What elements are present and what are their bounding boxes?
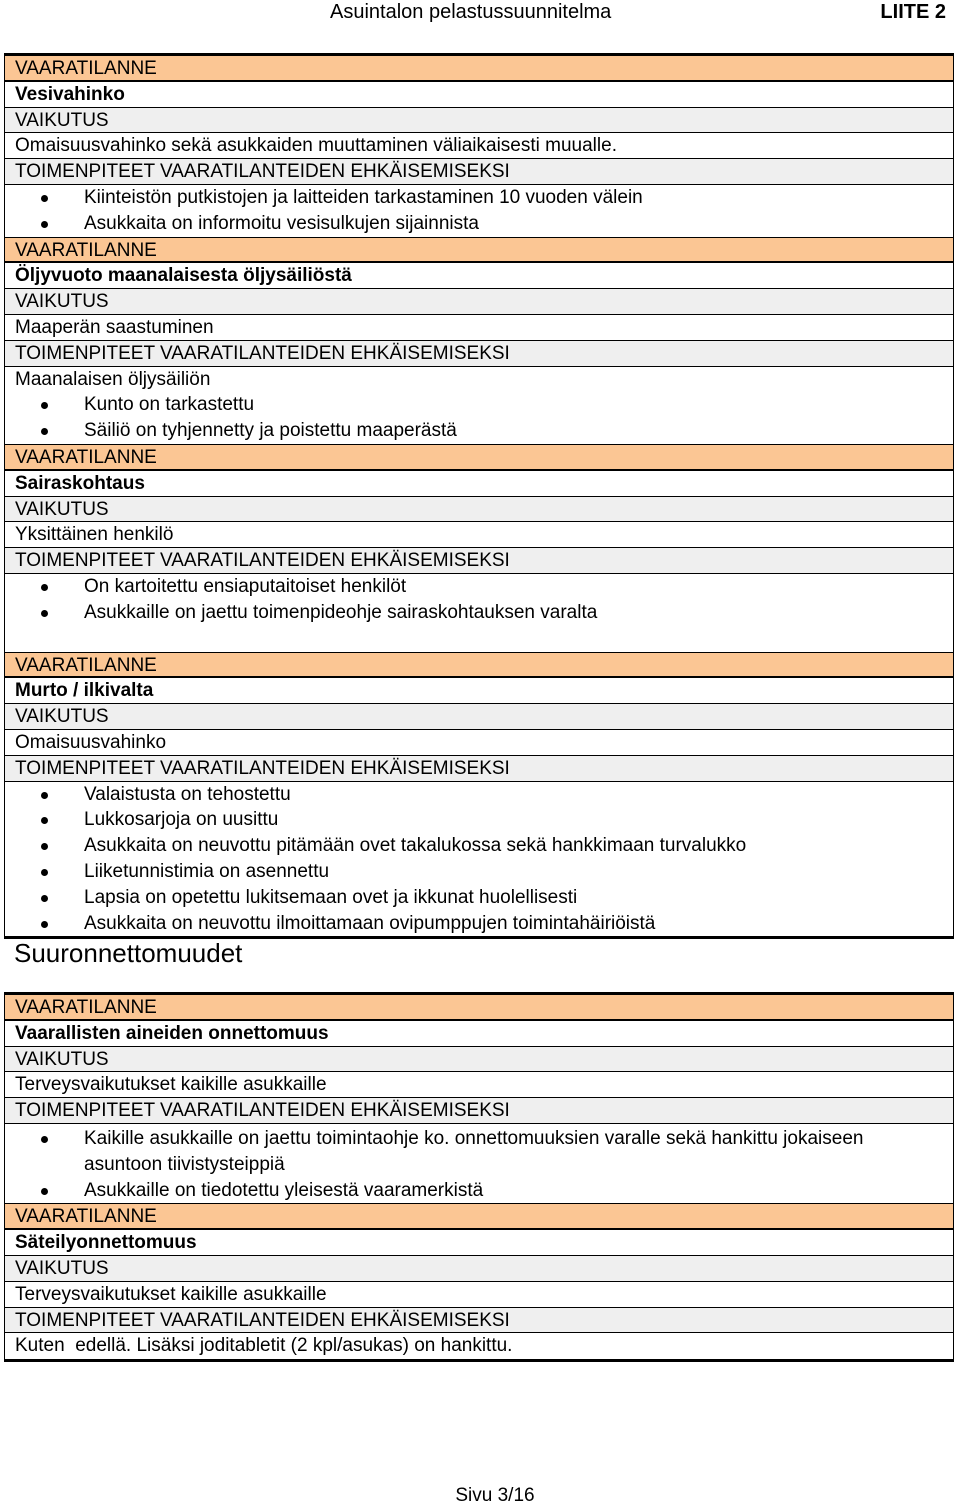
list-item: Lukkosarjoja on uusittu xyxy=(5,807,953,833)
effect-heading: VAIKUTUS xyxy=(5,108,953,134)
list-item: Lapsia on opetettu lukitsemaan ovet ja ikkunat huolellisesti xyxy=(5,885,953,911)
list-item: On kartoitettu ensiaputaitoiset henkilöt xyxy=(5,574,953,600)
list-item: Liiketunnistimia on asennettu xyxy=(5,859,953,885)
list-item: Asukkaille on jaettu toimenpideohje sairaskohtauksen varalta xyxy=(5,600,953,626)
hazard-table-everyday xyxy=(4,53,954,939)
row-spacer xyxy=(5,626,953,653)
hazard-heading: VAARATILANNE xyxy=(5,1204,953,1230)
hazard-heading: VAARATILANNE xyxy=(5,995,953,1021)
measures-list xyxy=(5,392,953,445)
measures-heading: TOIMENPITEET VAARATILANTEIDEN EHKÄISEMISEKSI xyxy=(5,341,953,367)
measures-heading: TOIMENPITEET VAARATILANTEIDEN EHKÄISEMISEKSI xyxy=(5,756,953,782)
effect-text: Terveysvaikutukset kaikille asukkaille xyxy=(5,1072,953,1098)
list-item: Asukkaille on tiedotettu yleisestä vaaramerkistä xyxy=(5,1178,953,1204)
effect-heading: VAIKUTUS xyxy=(5,704,953,730)
effect-heading: VAIKUTUS xyxy=(5,1047,953,1073)
list-item: Asukkaita on neuvottu ilmoittamaan ovipumppujen toimintahäiriöistä xyxy=(5,911,953,937)
measures-heading: TOIMENPITEET VAARATILANTEIDEN EHKÄISEMISEKSI xyxy=(5,1308,953,1334)
hazard-name: Öljyvuoto maanalaisesta öljysäiliöstä xyxy=(5,263,953,289)
effect-text: Yksittäinen henkilö xyxy=(5,522,953,548)
hazard-name: Murto / ilkivalta xyxy=(5,678,953,704)
effect-text: Maaperän saastuminen xyxy=(5,315,953,341)
measures-heading: TOIMENPITEET VAARATILANTEIDEN EHKÄISEMISEKSI xyxy=(5,548,953,574)
list-item: Kunto on tarkastettu xyxy=(5,392,953,418)
measures-text: Kuten edellä. Lisäksi joditabletit (2 kpl/asukas) on hankittu. xyxy=(5,1333,953,1359)
hazard-heading: VAARATILANNE xyxy=(5,653,953,679)
section-heading: Suuronnettomuudet xyxy=(14,938,243,968)
hazard-heading: VAARATILANNE xyxy=(5,56,953,82)
page-number: Sivu 3/16 xyxy=(455,1485,535,1506)
measures-list xyxy=(5,574,953,626)
hazard-heading: VAARATILANNE xyxy=(5,445,953,471)
hazard-name: Vaarallisten aineiden onnettomuus xyxy=(5,1021,953,1047)
effect-heading: VAIKUTUS xyxy=(5,497,953,523)
list-item: Asukkaita on neuvottu pitämään ovet takalukossa sekä hankkimaan turvalukko xyxy=(5,833,953,859)
measures-list xyxy=(5,782,953,937)
hazard-table-major-accidents xyxy=(4,992,954,1362)
appendix-label: LIITE 2 xyxy=(880,1,946,23)
effect-heading: VAIKUTUS xyxy=(5,289,953,315)
hazard-name: Vesivahinko xyxy=(5,82,953,108)
document-header-title: Asuintalon pelastussuunnitelma xyxy=(330,1,612,23)
list-item: Valaistusta on tehostettu xyxy=(5,782,953,808)
measures-heading: TOIMENPITEET VAARATILANTEIDEN EHKÄISEMISEKSI xyxy=(5,159,953,185)
list-item: Säiliö on tyhjennetty ja poistettu maaperästä xyxy=(5,418,953,444)
list-item: Kaikille asukkaille on jaettu toimintaohje ko. onnettomuuksien varalle sekä hankittu jokaiseen asuntoon tiivistysteippiä xyxy=(5,1126,953,1178)
effect-text: Omaisuusvahinko xyxy=(5,730,953,756)
measures-list xyxy=(5,185,953,238)
effect-text: Omaisuusvahinko sekä asukkaiden muuttaminen väliaikaisesti muualle. xyxy=(5,133,953,159)
hazard-name: Säteilyonnettomuus xyxy=(5,1230,953,1256)
hazard-name: Sairaskohtaus xyxy=(5,471,953,497)
measures-list xyxy=(5,1124,953,1204)
list-item: Asukkaita on informoitu vesisulkujen sijainnista xyxy=(5,211,953,237)
effect-text: Terveysvaikutukset kaikille asukkaille xyxy=(5,1282,953,1308)
hazard-heading: VAARATILANNE xyxy=(5,238,953,264)
measures-intro: Maanalaisen öljysäiliön xyxy=(5,367,953,393)
list-item: Kiinteistön putkistojen ja laitteiden tarkastaminen 10 vuoden välein xyxy=(5,185,953,211)
effect-heading: VAIKUTUS xyxy=(5,1256,953,1282)
measures-heading: TOIMENPITEET VAARATILANTEIDEN EHKÄISEMISEKSI xyxy=(5,1098,953,1124)
